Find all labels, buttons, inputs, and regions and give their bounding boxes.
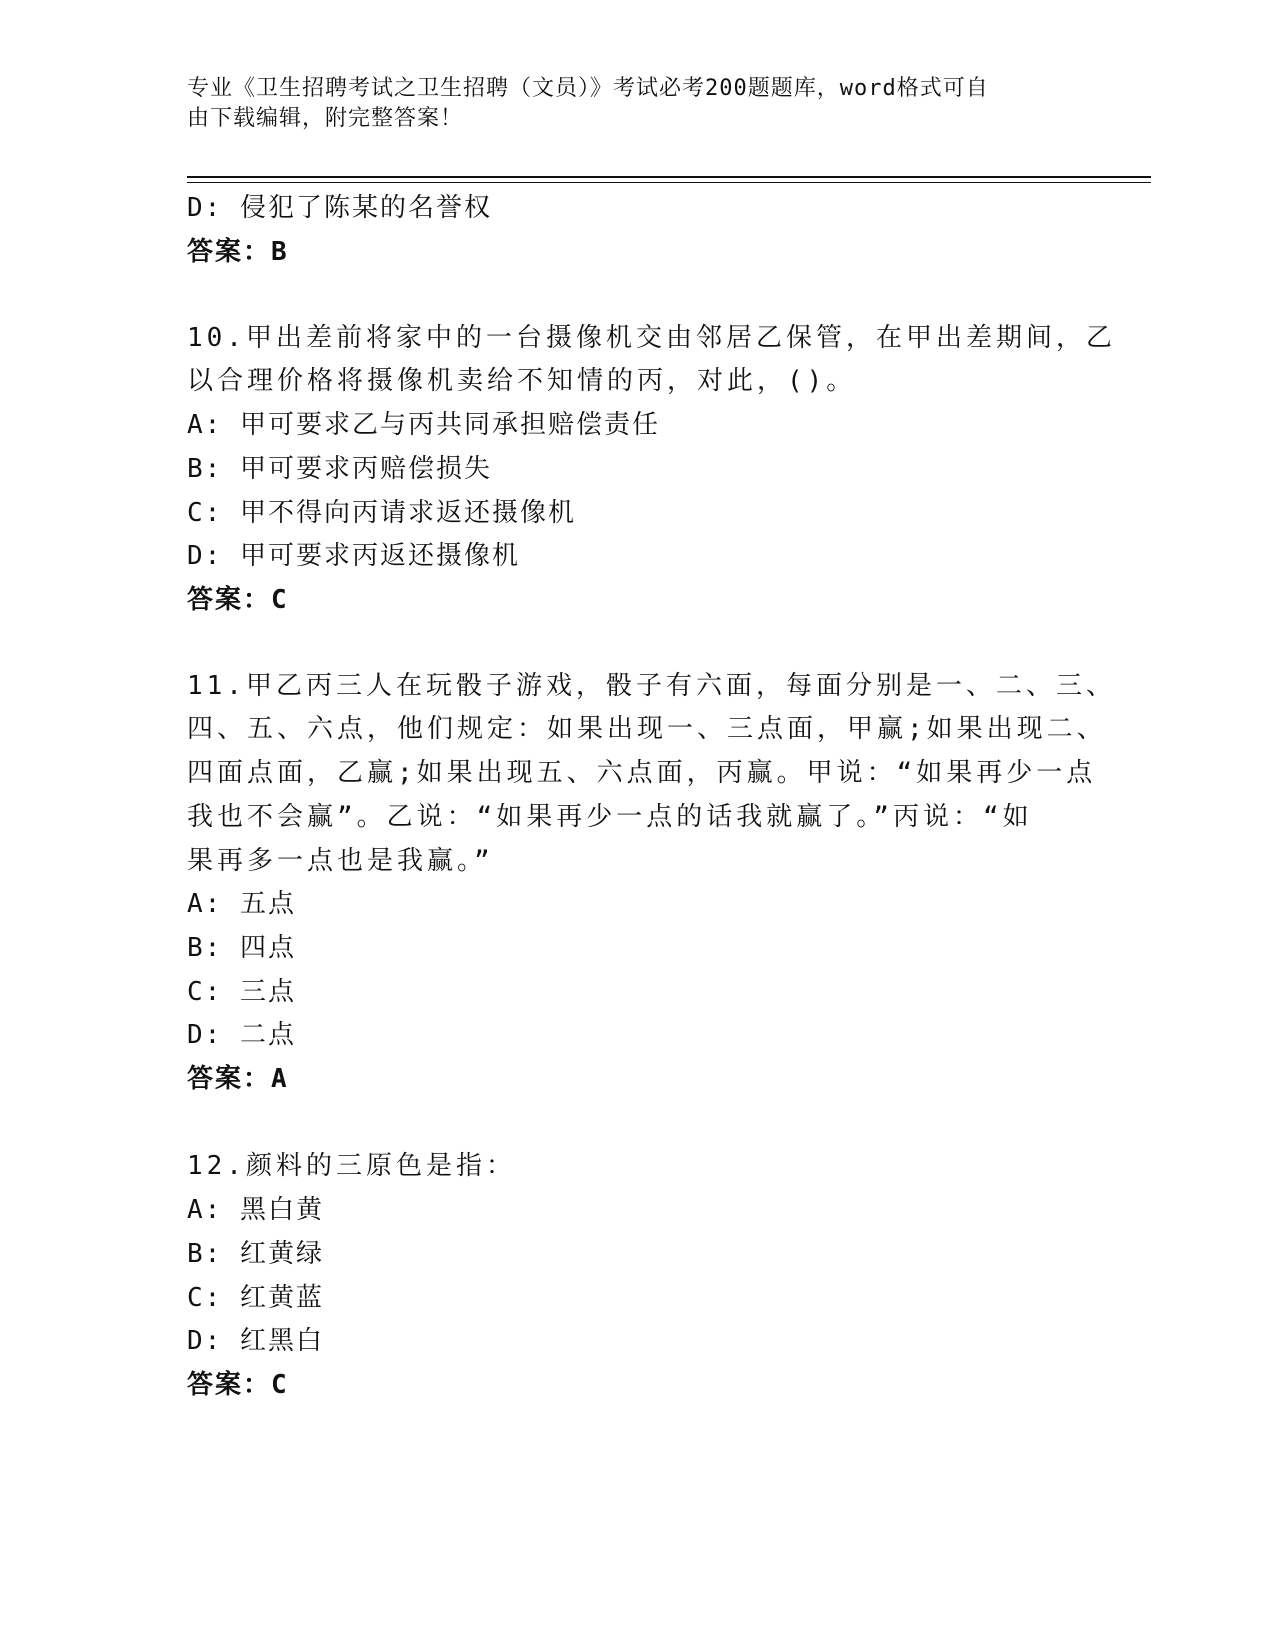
prev-option-d: D: 侵犯了陈某的名誉权 [187, 193, 492, 223]
q12-stem-line-1: 12.颜料的三原色是指： [187, 1151, 516, 1181]
q10-answer: 答案：C [187, 585, 289, 615]
q11-stem-line-2: 四、五、六点，他们规定：如果出现一、三点面，甲赢;如果出现二、 [187, 714, 1107, 744]
q11-answer: 答案：A [187, 1064, 289, 1094]
header-line-1: 专业《卫生招聘考试之卫生招聘（文员）》考试必考200题题库，word格式可自 [187, 76, 989, 101]
q11-option-a: A: 五点 [187, 889, 296, 919]
q11-stem-line-1: 11.甲乙丙三人在玩骰子游戏，骰子有六面，每面分别是一、二、三、 [187, 671, 1116, 701]
q11-option-c: C: 三点 [187, 977, 296, 1007]
header-divider-thick [187, 176, 1151, 178]
q11-stem-line-5: 果再多一点也是我赢。” [187, 846, 494, 876]
q10-option-a: A: 甲可要求乙与丙共同承担赔偿责任 [187, 410, 660, 440]
q11-stem-line-3: 四面点面，乙赢;如果出现五、六点面，丙赢。甲说：“如果再少一点 [187, 758, 1097, 788]
header-divider-thin [187, 182, 1151, 183]
q11-option-d: D: 二点 [187, 1020, 296, 1050]
header-line-2: 由下载编辑，附完整答案！ [187, 106, 464, 131]
q12-option-a: A: 黑白黄 [187, 1195, 324, 1225]
q12-answer: 答案：C [187, 1370, 289, 1400]
q10-option-b: B: 甲可要求丙赔偿损失 [187, 454, 492, 484]
q11-option-b: B: 四点 [187, 933, 296, 963]
q11-stem-line-4: 我也不会赢”。乙说：“如果再少一点的话我就赢了。”丙说：“如 [187, 802, 1033, 832]
q10-option-c: C: 甲不得向丙请求返还摄像机 [187, 498, 576, 528]
document-header [187, 74, 1067, 134]
q12-option-b: B: 红黄绿 [187, 1239, 324, 1269]
prev-answer: 答案：B [187, 237, 289, 267]
q12-option-c: C: 红黄蓝 [187, 1283, 324, 1313]
q10-option-d: D: 甲可要求丙返还摄像机 [187, 541, 520, 571]
q12-option-d: D: 红黑白 [187, 1326, 324, 1356]
q10-stem-line-2: 以合理价格将摄像机卖给不知情的丙，对此，()。 [187, 366, 857, 396]
q10-stem-line-1: 10.甲出差前将家中的一台摄像机交由邻居乙保管，在甲出差期间，乙 [187, 323, 1116, 353]
